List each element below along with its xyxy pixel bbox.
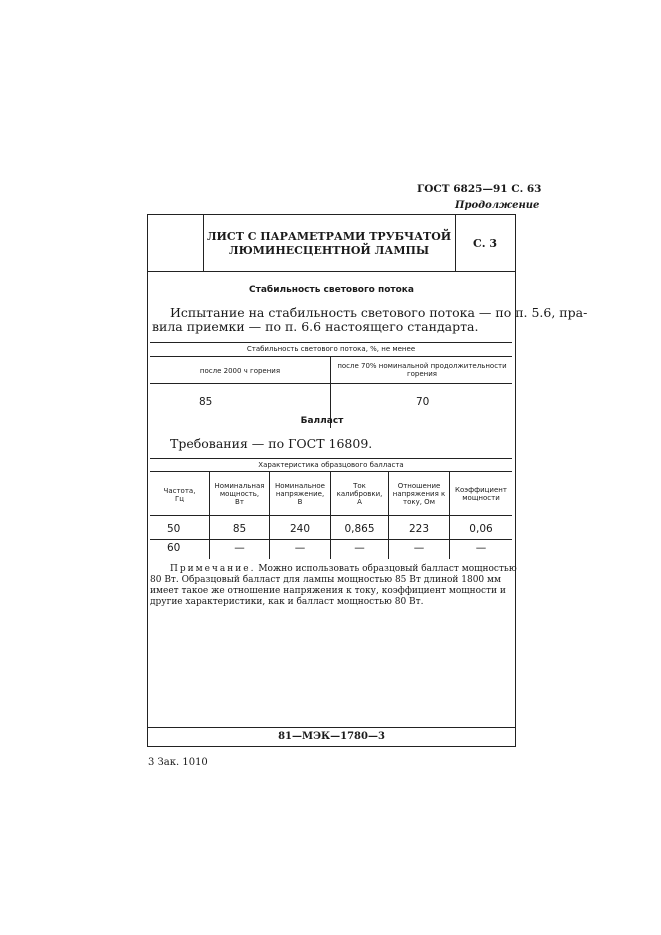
ballast-header-frequency-l2: Гц bbox=[174, 495, 185, 503]
note-label: Примечание. bbox=[170, 564, 256, 574]
ballast-header-current-l2: калибровки, bbox=[336, 490, 383, 498]
ballast-header-power-factor-l1: Коэффициент bbox=[455, 486, 507, 494]
ballast-heading: Балласт bbox=[300, 416, 344, 426]
title-bottom-rule bbox=[147, 271, 516, 272]
ballast-header-power-l1: Номинальная bbox=[214, 482, 265, 490]
ballast-header-power-factor bbox=[450, 486, 512, 502]
ballast-header-voltage-l3: В bbox=[297, 498, 303, 506]
ballast-row1-frequency: 50 bbox=[167, 523, 181, 535]
ballast-row2-frequency: 60 bbox=[167, 542, 181, 554]
ballast-row-rule bbox=[150, 539, 512, 540]
footer-rule bbox=[147, 727, 516, 728]
ballast-table-caption: Характеристика образцового балласта bbox=[258, 461, 404, 469]
stability-col2-value: 70 bbox=[416, 396, 430, 408]
ballast-row1-current: 0,865 bbox=[344, 523, 375, 535]
ballast-header-frequency-l1: Частота, bbox=[163, 487, 196, 495]
stability-table-top bbox=[150, 342, 512, 343]
ballast-row1-voltage: 240 bbox=[289, 523, 311, 535]
stability-header-rule bbox=[150, 383, 512, 384]
note-line3: имеет такое же отношение напряжения к току, коэффициент мощности и bbox=[150, 586, 506, 596]
ballast-caption-rule bbox=[150, 471, 512, 472]
ballast-row2-current: — bbox=[354, 542, 365, 554]
ballast-header-voltage-l2: напряжение, bbox=[275, 490, 325, 498]
title-left-divider bbox=[203, 214, 204, 271]
gost-page-reference: ГОСТ 6825—91 С. 63 bbox=[417, 183, 542, 195]
stability-col1-header: после 2000 ч горения bbox=[199, 367, 281, 375]
stability-text-line2: вила приемки — по п. 6.6 настоящего стандарта. bbox=[152, 319, 479, 334]
ballast-row2-voltage: — bbox=[294, 542, 306, 554]
ballast-header-frequency bbox=[150, 487, 209, 503]
stability-col1-value: 85 bbox=[199, 396, 213, 408]
ballast-header-power bbox=[210, 482, 269, 506]
ballast-header-rule bbox=[150, 515, 512, 516]
ballast-row2-power-factor: — bbox=[475, 542, 487, 554]
ballast-row1-power: 85 bbox=[232, 523, 247, 535]
ballast-header-power-l3: Вт bbox=[235, 498, 244, 506]
ballast-table-top bbox=[150, 458, 512, 459]
ballast-header-voltage bbox=[270, 482, 330, 506]
stability-heading: Стабильность светового потока bbox=[249, 285, 414, 295]
stability-col2-header-line1: после 70% номинальной продолжительности bbox=[337, 362, 507, 370]
sheet-page-label: С. 3 bbox=[472, 237, 498, 250]
ballast-row2-power: — bbox=[234, 542, 245, 554]
note-line1 bbox=[170, 564, 517, 574]
ballast-row2-ratio: — bbox=[413, 542, 425, 554]
continuation-label: Продолжение bbox=[455, 200, 540, 211]
sheet-title-line1: ЛИСТ С ПАРАМЕТРАМИ ТРУБЧАТОЙ bbox=[206, 230, 452, 243]
ballast-header-power-l2: мощность, bbox=[219, 490, 260, 498]
ballast-header-current-l3: А bbox=[357, 498, 362, 506]
ballast-requirement: Требования — по ГОСТ 16809. bbox=[170, 436, 373, 451]
stability-table-caption: Стабильность светового потока, %, не менее bbox=[246, 345, 416, 353]
ballast-header-ratio-l1: Отношение bbox=[397, 482, 441, 490]
ballast-row1-power-factor: 0,06 bbox=[469, 523, 493, 535]
ballast-header-current bbox=[331, 482, 388, 506]
footer-code: 81—МЭК—1780—3 bbox=[278, 731, 385, 742]
stability-text-line1: Испытание на стабильность светового потока — по п. 5.6, пра- bbox=[170, 305, 588, 320]
ballast-header-current-l1: Ток bbox=[353, 482, 366, 490]
stability-col2-header-line2: горения bbox=[406, 370, 438, 378]
note-text-1: Можно использовать образцовый балласт мощностью bbox=[258, 564, 517, 574]
sheet-title-line2: ЛЮМИНЕСЦЕНТНОЙ ЛАМПЫ bbox=[228, 244, 430, 257]
note-line4: другие характеристики, как и балласт мощностью 80 Вт. bbox=[150, 597, 424, 607]
ballast-header-power-factor-l2: мощности bbox=[462, 494, 500, 502]
note-line2: 80 Вт. Образцовый балласт для лампы мощностью 85 Вт длиной 1800 мм bbox=[150, 575, 502, 585]
ballast-header-voltage-l1: Номинальное bbox=[274, 482, 325, 490]
ballast-header-ratio bbox=[389, 482, 449, 506]
ballast-header-ratio-l3: току, Ом bbox=[403, 498, 435, 506]
ballast-header-ratio-l2: напряжения к bbox=[392, 490, 446, 498]
ballast-row1-ratio: 223 bbox=[408, 523, 430, 535]
order-number: 3 Зак. 1010 bbox=[148, 757, 208, 768]
stability-caption-rule bbox=[150, 356, 512, 357]
